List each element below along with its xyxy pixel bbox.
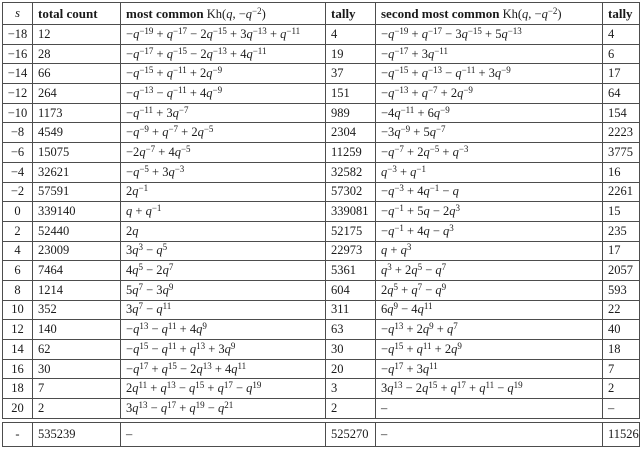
cell-total-count: 7464 [33, 261, 121, 281]
table-row [3, 143, 640, 163]
cell-second-most-common: $-q^{-19} + q^{-17} - 3q^{-15} + 5q^{-13}$ [376, 25, 603, 45]
cell-most-common: $-2q^{-7} + 4q^{-5}$ [121, 143, 326, 163]
cell-most-common: $-q^{-13} - q^{-11} + 4q^{-9}$ [121, 84, 326, 104]
table-row [3, 320, 640, 340]
cell-s: 20 [3, 399, 33, 419]
cell-tally-1: 604 [326, 280, 376, 300]
cell-total-count: 23009 [33, 241, 121, 261]
table-row [3, 103, 640, 123]
table-body [3, 25, 640, 419]
table-row [3, 182, 640, 202]
col-header-second-most-common: second most common Kh(q, $-q^{-2}$) [376, 3, 603, 25]
cell-tally-2: 2057 [603, 261, 640, 281]
col-header-most-common: most common Kh(q, $-q^{-2}$) [121, 3, 326, 25]
col-header-total-count: total count [33, 3, 121, 25]
totals-table [2, 422, 640, 447]
cell-most-common: $4q^5 - 2q^7$ [121, 261, 326, 281]
cell-tally-2: 2223 [603, 123, 640, 143]
table-row [3, 241, 640, 261]
cell-tally-2: 6 [603, 44, 640, 64]
totals-row [3, 422, 640, 446]
cell-tally-1: 3 [326, 379, 376, 399]
table-row [3, 379, 640, 399]
cell-s: 2 [3, 221, 33, 241]
cell-tally-2: 235 [603, 221, 640, 241]
cell-second-most-common: $-q^{15} + q^{11} + 2q^9$ [376, 340, 603, 360]
cell-total-count: 62 [33, 340, 121, 360]
cell-second-most-common: $-q^{13} + 2q^9 + q^7$ [376, 320, 603, 340]
cell-second-most-common: – [376, 422, 603, 446]
cell-total-count: 535239 [33, 422, 121, 446]
cell-second-most-common: $q^3 + 2q^5 - q^7$ [376, 261, 603, 281]
cell-tally-1: 339081 [326, 202, 376, 222]
cell-tally-1: 4 [326, 25, 376, 45]
table-row [3, 280, 640, 300]
cell-second-most-common: $-q^{-15} + q^{-13} - q^{-11} + 3q^{-9}$ [376, 64, 603, 84]
cell-s: 6 [3, 261, 33, 281]
cell-most-common: $3q^{13} - q^{17} + q^{19} - q^{21}$ [121, 399, 326, 419]
cell-most-common: $-q^{-5} + 3q^{-3}$ [121, 162, 326, 182]
main-table [2, 2, 640, 419]
cell-tally-2: 4 [603, 25, 640, 45]
cell-total-count: 1214 [33, 280, 121, 300]
cell-second-most-common: $-4q^{-11} + 6q^{-9}$ [376, 103, 603, 123]
cell-tally-1: 22973 [326, 241, 376, 261]
cell-second-most-common: $-q^{-7} + 2q^{-5} + q^{-3}$ [376, 143, 603, 163]
cell-tally-1: 311 [326, 300, 376, 320]
cell-s: −4 [3, 162, 33, 182]
cell-s: 10 [3, 300, 33, 320]
cell-tally-2: – [603, 399, 640, 419]
cell-second-most-common: $-q^{-1} + 4q - q^3$ [376, 221, 603, 241]
cell-total-count: 7 [33, 379, 121, 399]
cell-tally-1: 57302 [326, 182, 376, 202]
cell-second-most-common: $2q^5 + q^7 - q^9$ [376, 280, 603, 300]
cell-tally-1: 11259 [326, 143, 376, 163]
table-header [3, 3, 640, 25]
cell-most-common: $-q^{15} - q^{11} + q^{13} + 3q^9$ [121, 340, 326, 360]
cell-most-common: $2q^{11} + q^{13} - q^{15} + q^{17} - q^{19}$ [121, 379, 326, 399]
cell-second-most-common: $-q^{-17} + 3q^{-11}$ [376, 44, 603, 64]
cell-second-most-common: – [376, 399, 603, 419]
table-row [3, 64, 640, 84]
cell-tally-1: 32582 [326, 162, 376, 182]
cell-tally-2: 18 [603, 340, 640, 360]
cell-most-common: $-q^{13} - q^{11} + 4q^9$ [121, 320, 326, 340]
table-row [3, 261, 640, 281]
cell-tally-2: 11526 [603, 422, 640, 446]
cell-s: 12 [3, 320, 33, 340]
cell-tally-2: 154 [603, 103, 640, 123]
cell-most-common: $q + q^{-1}$ [121, 202, 326, 222]
cell-most-common: $-q^{-17} + q^{-15} - 2q^{-13} + 4q^{-11}$ [121, 44, 326, 64]
cell-s: −14 [3, 64, 33, 84]
cell-total-count: 2 [33, 399, 121, 419]
table-row [3, 340, 640, 360]
cell-s: 0 [3, 202, 33, 222]
cell-s: −6 [3, 143, 33, 163]
cell-second-most-common: $-q^{-1} + 5q - 2q^3$ [376, 202, 603, 222]
cell-most-common: $-q^{-11} + 3q^{-7}$ [121, 103, 326, 123]
cell-total-count: 52440 [33, 221, 121, 241]
cell-s: 14 [3, 340, 33, 360]
cell-s: −16 [3, 44, 33, 64]
cell-total-count: 4549 [33, 123, 121, 143]
table-row [3, 359, 640, 379]
col-header-tally-2: tally [603, 3, 640, 25]
table-row [3, 399, 640, 419]
table-row [3, 25, 640, 45]
cell-second-most-common: $q^{-3} + q^{-1}$ [376, 162, 603, 182]
cell-total-count: 264 [33, 84, 121, 104]
cell-most-common: $-q^{17} + q^{15} - 2q^{13} + 4q^{11}$ [121, 359, 326, 379]
cell-most-common: $3q^3 - q^5$ [121, 241, 326, 261]
cell-most-common: $-q^{-15} + q^{-11} + 2q^{-9}$ [121, 64, 326, 84]
cell-most-common: $5q^7 - 3q^9$ [121, 280, 326, 300]
col-header-tally-1: tally [326, 3, 376, 25]
cell-tally-1: 63 [326, 320, 376, 340]
cell-tally-1: 151 [326, 84, 376, 104]
cell-second-most-common: $-q^{17} + 3q^{11}$ [376, 359, 603, 379]
cell-s: −2 [3, 182, 33, 202]
cell-most-common: $-q^{-9} + q^{-7} + 2q^{-5}$ [121, 123, 326, 143]
cell-second-most-common: $-q^{-3} + 4q^{-1} - q$ [376, 182, 603, 202]
cell-total-count: 32621 [33, 162, 121, 182]
cell-tally-2: 64 [603, 84, 640, 104]
table-row [3, 123, 640, 143]
cell-tally-1: 52175 [326, 221, 376, 241]
cell-second-most-common: $-3q^{-9} + 5q^{-7}$ [376, 123, 603, 143]
cell-second-most-common: $3q^{13} - 2q^{15} + q^{17} + q^{11} - q^{19}$ [376, 379, 603, 399]
cell-total-count: 12 [33, 25, 121, 45]
cell-total-count: 1173 [33, 103, 121, 123]
cell-total-count: 140 [33, 320, 121, 340]
table-row [3, 221, 640, 241]
cell-most-common: $-q^{-19} + q^{-17} - 2q^{-15} + 3q^{-13} + q^{-11}$ [121, 25, 326, 45]
table-row [3, 84, 640, 104]
cell-tally-2: 3775 [603, 143, 640, 163]
cell-tally-1: 20 [326, 359, 376, 379]
header-row [3, 3, 640, 25]
cell-tally-2: 2 [603, 379, 640, 399]
cell-total-count: 57591 [33, 182, 121, 202]
cell-most-common: 2q [121, 221, 326, 241]
cell-s: −18 [3, 25, 33, 45]
cell-tally-1: 2304 [326, 123, 376, 143]
cell-tally-2: 17 [603, 64, 640, 84]
cell-tally-1: 5361 [326, 261, 376, 281]
cell-tally-2: 22 [603, 300, 640, 320]
cell-s: 4 [3, 241, 33, 261]
cell-tally-2: 17 [603, 241, 640, 261]
cell-s: −10 [3, 103, 33, 123]
cell-tally-1: 37 [326, 64, 376, 84]
cell-tally-2: 7 [603, 359, 640, 379]
cell-s: 8 [3, 280, 33, 300]
cell-s: - [3, 422, 33, 446]
table-row [3, 300, 640, 320]
cell-most-common: – [121, 422, 326, 446]
cell-total-count: 66 [33, 64, 121, 84]
cell-s: −12 [3, 84, 33, 104]
cell-tally-2: 2261 [603, 182, 640, 202]
cell-most-common: $3q^7 - q^{11}$ [121, 300, 326, 320]
cell-tally-2: 16 [603, 162, 640, 182]
table-row [3, 202, 640, 222]
col-header-s: s [3, 3, 33, 25]
cell-second-most-common: $6q^9 - 4q^{11}$ [376, 300, 603, 320]
cell-most-common: $2q^{-1}$ [121, 182, 326, 202]
cell-second-most-common: $-q^{-13} + q^{-7} + 2q^{-9}$ [376, 84, 603, 104]
cell-tally-2: 40 [603, 320, 640, 340]
cell-tally-1: 989 [326, 103, 376, 123]
totals-body [3, 422, 640, 446]
cell-total-count: 30 [33, 359, 121, 379]
cell-tally-2: 15 [603, 202, 640, 222]
cell-s: 18 [3, 379, 33, 399]
cell-tally-2: 593 [603, 280, 640, 300]
cell-second-most-common: $q + q^3$ [376, 241, 603, 261]
cell-s: −8 [3, 123, 33, 143]
cell-total-count: 352 [33, 300, 121, 320]
table-row [3, 44, 640, 64]
cell-total-count: 28 [33, 44, 121, 64]
cell-tally-1: 525270 [326, 422, 376, 446]
cell-tally-1: 30 [326, 340, 376, 360]
cell-s: 16 [3, 359, 33, 379]
table-row [3, 162, 640, 182]
cell-tally-1: 2 [326, 399, 376, 419]
cell-total-count: 15075 [33, 143, 121, 163]
cell-total-count: 339140 [33, 202, 121, 222]
cell-tally-1: 19 [326, 44, 376, 64]
